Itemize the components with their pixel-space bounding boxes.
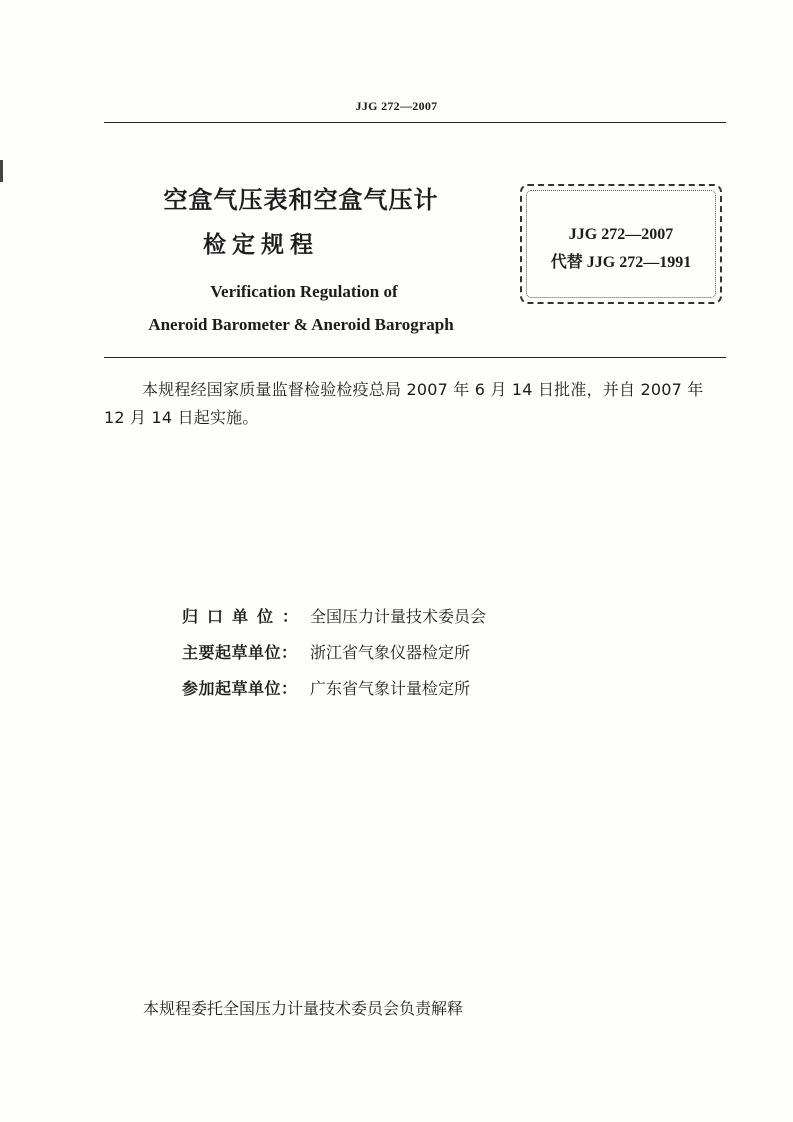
- title-english-line2: Aneroid Barometer & Aneroid Barograph: [148, 315, 454, 334]
- title-english-line1: Verification Regulation of: [210, 282, 398, 301]
- code-box-inner-border: [526, 190, 716, 298]
- margin-mark: [0, 160, 3, 182]
- org-value: 浙江省气象仪器检定所: [310, 643, 471, 662]
- org-value: 广东省气象计量检定所: [310, 679, 471, 698]
- standard-code-box: [520, 184, 722, 304]
- org-row-responsible: [182, 604, 486, 627]
- org-label: 主要起草单位：: [182, 643, 298, 662]
- header-standard-code: JJG 272—2007: [355, 99, 438, 113]
- org-row-participating-drafter: [182, 676, 470, 699]
- interpretation-note: 本规程委托全国压力计量技术委员会负责解释: [143, 999, 464, 1018]
- header-rule: [104, 122, 726, 123]
- org-value: 全国压力计量技术委员会: [310, 607, 487, 626]
- code-box-current: JJG 272—2007: [568, 226, 674, 243]
- org-label: 参加起草单位：: [182, 679, 298, 698]
- title-rule: [104, 357, 726, 358]
- code-box-replaces: 代替 JJG 272—1991: [550, 254, 692, 271]
- approval-statement: 本规程经国家质量监督检验检疫总局 2007 年 6 月 14 日批准，并自 2007 年 12 月 14 日起实施。: [104, 380, 704, 427]
- org-row-main-drafter: [182, 640, 470, 663]
- title-chinese: 空盒气压表和空盒气压计: [163, 186, 439, 214]
- subtitle-chinese: 检定规程: [203, 232, 319, 258]
- org-label: 归口单位：: [182, 607, 308, 626]
